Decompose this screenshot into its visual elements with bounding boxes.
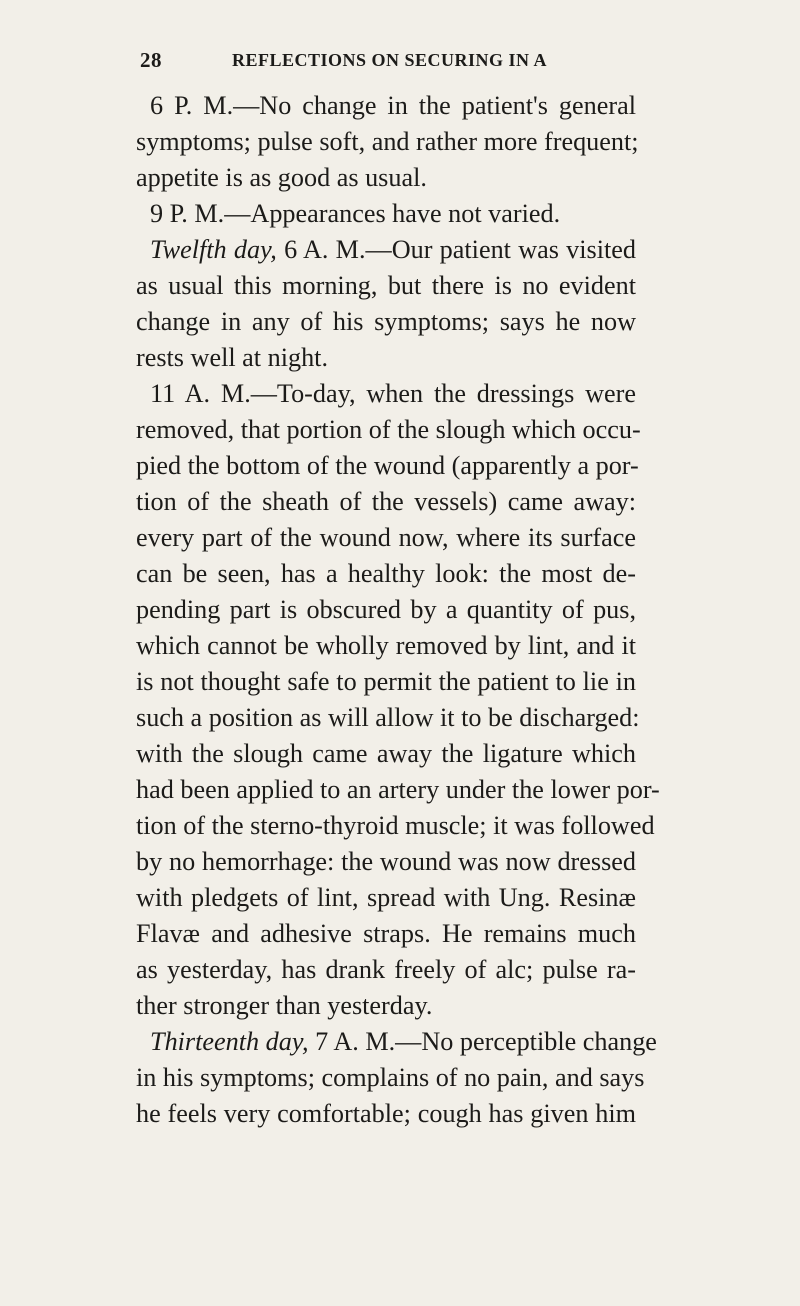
text-line [136,160,636,196]
text-line [136,1060,645,1096]
text-line [136,124,639,160]
line-text: which cannot be wholly removed by lint, and it [136,631,636,660]
text-line [136,592,636,628]
line-text: ther stronger than yesterday. [136,991,433,1020]
text-line [136,484,636,520]
text-line [136,88,636,124]
line-text: 6 P. M.—No change in the patient's general [150,91,636,120]
line-text: he feels very comfortable; cough has given him [136,1099,636,1128]
italic-day-label: Thirteenth day, [150,1027,309,1056]
line-text: in his symptoms; complains of no pain, and says [136,1063,645,1092]
line-text: every part of the wound now, where its surface [136,523,636,552]
body-text [136,88,660,1132]
line-text: change in any of his symptoms; says he now [136,307,636,336]
line-text: rests well at night. [136,343,329,372]
text-line [136,1024,657,1060]
text-line [136,556,636,592]
text-line [136,628,636,664]
line-text: Flavæ and adhesive straps. He remains much [136,919,636,948]
italic-day-label: Twelfth day, [150,235,277,264]
line-text: 6 A. M.—Our patient was visited [276,235,637,264]
text-line [136,880,636,916]
text-line [136,772,660,808]
line-text: had been applied to an artery under the lower por- [136,775,660,804]
text-line [136,808,655,844]
line-text: is not thought safe to permit the patient to lie in [136,667,636,696]
text-line [136,988,636,1024]
text-line [136,376,636,412]
line-text: tion of the sheath of the vessels) came away: [136,487,636,516]
text-line [136,700,640,736]
line-text: tion of the sterno-thyroid muscle; it was followed [136,811,655,840]
line-text: pied the bottom of the wound (apparently a por- [136,451,639,480]
line-text: pending part is obscured by a quantity of pus, [136,595,636,624]
text-line [136,844,636,880]
line-text: symptoms; pulse soft, and rather more frequent; [136,127,639,156]
text-line [136,340,636,376]
text-line [136,520,636,556]
line-text: such a position as will allow it to be discharged: [136,703,640,732]
text-line [136,232,636,268]
line-text: with pledgets of lint, spread with Ung. Resinæ [136,883,636,912]
line-text: appetite is as good as usual. [136,163,427,192]
line-text: 7 A. M.—No perceptible change [308,1027,657,1056]
line-text: as yesterday, has drank freely of alc; pulse ra- [136,955,636,984]
text-line [136,664,636,700]
line-text: with the slough came away the ligature which [136,739,636,768]
text-line [136,268,636,304]
text-line [136,412,641,448]
running-title: REFLECTIONS ON SECURING IN A [232,50,548,70]
text-line [136,916,636,952]
line-text: as usual this morning, but there is no evident [136,271,636,300]
line-text: can be seen, has a healthy look: the most de- [136,559,636,588]
line-text: 11 A. M.—To-day, when the dressings were [150,379,636,408]
text-line [136,304,636,340]
line-text: 9 P. M.—Appearances have not varied. [150,199,561,228]
page-number: 28 [140,48,162,72]
text-line [136,952,636,988]
text-line [136,1096,636,1132]
text-line [136,448,639,484]
text-line [136,736,636,772]
line-text: removed, that portion of the slough which occu- [136,415,641,444]
text-line [136,196,636,232]
line-text: by no hemorrhage: the wound was now dressed [136,847,636,876]
